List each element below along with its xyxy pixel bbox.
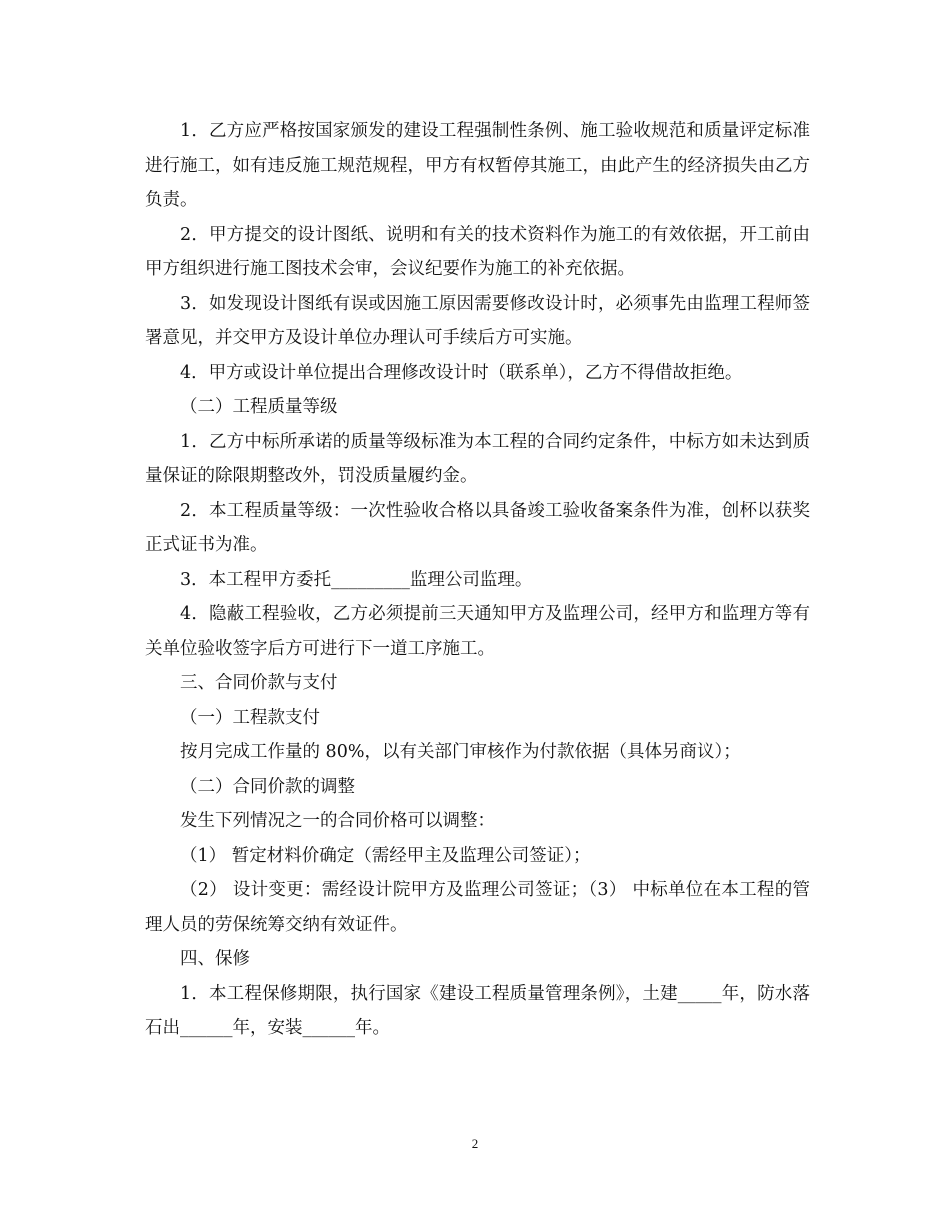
clause-paragraph: 4．隐蔽工程验收，乙方必须提前三天通知甲方及监理公司，经甲方和监理方等有关单位验收签字后方可进行下一道工序施工。 [145,604,810,659]
clause-paragraph: （1） 暂定材料价确定（需经甲主及监理公司签证）； [180,845,591,866]
section-subheading: （二）合同价款的调整 [180,776,355,797]
clause-paragraph: 2．本工程质量等级：一次性验收合格以具备竣工验收备案条件为准，创杯以获奖正式证书为准。 [145,500,810,555]
clause-paragraph: 发生下列情况之一的合同价格可以调整： [180,811,495,831]
clause-paragraph: （2） 设计变更：需经设计院甲方及监理公司签证；（3） 中标单位在本工程的管理人员的劳保统筹交纳有效证件。 [145,880,810,935]
document-body [145,114,810,1046]
section-subheading: （二）工程质量等级 [180,397,338,417]
section-subheading: （一）工程款支付 [180,707,320,728]
clause-paragraph: 2．甲方提交的设计图纸、说明和有关的技术资料作为施工的有效依据，开工前由甲方组织进行施工图技术会审，会议纪要作为施工的补充依据。 [145,224,810,279]
clause-paragraph: 3．如发现设计图纸有误或因施工原因需要修改设计时，必须事先由监理工程师签署意见，并交甲方及设计单位办理认可手续后方可实施。 [145,293,810,348]
clause-paragraph: 1．乙方中标所承诺的质量等级标准为本工程的合同约定条件，中标方如未达到质量保证的除限期整改外，罚没质量履约金。 [145,431,810,486]
clause-paragraph: 3．本工程甲方委托_________监理公司监理。 [180,569,533,590]
clause-paragraph: 1．本工程保修期限，执行国家《建设工程质量管理条例》，土建_____年，防水落石出______年，安装______年。 [145,983,810,1038]
clause-paragraph: 4．甲方或设计单位提出合理修改设计时（联系单），乙方不得借故拒绝。 [180,362,743,383]
clause-paragraph: 1．乙方应严格按国家颁发的建设工程强制性条例、施工验收规范和质量评定标准进行施工，如有违反施工规范规程，甲方有权暂停其施工，由此产生的经济损失由乙方负责。 [145,121,810,210]
section-heading: 三、合同价款与支付 [180,673,338,693]
page-number: 2 [471,1136,479,1151]
section-heading: 四、保修 [180,949,250,969]
clause-paragraph: 按月完成工作量的 80%，以有关部门审核作为付款依据（具体另商议）； [180,742,741,762]
